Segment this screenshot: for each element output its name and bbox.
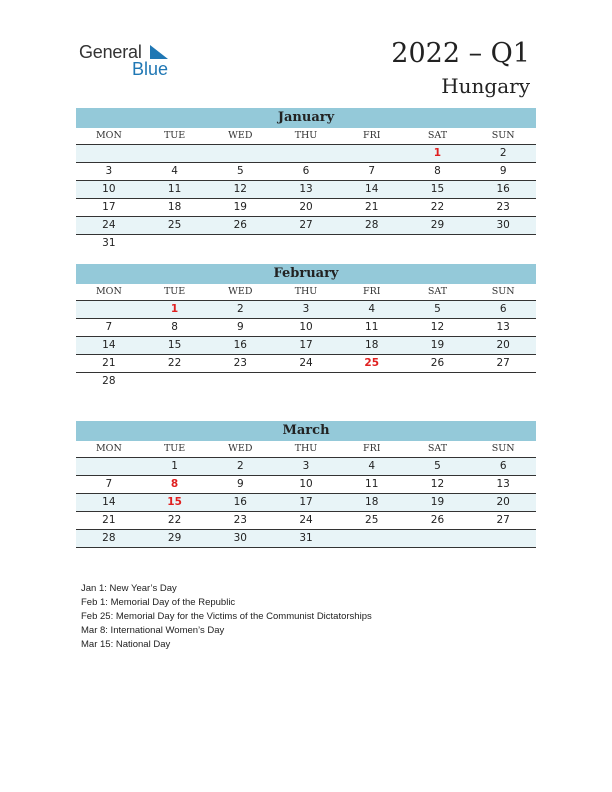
day-cell: 12 <box>430 321 445 333</box>
day-cell: 30 <box>233 532 247 544</box>
holiday-note: Mar 8: International Women’s Day <box>81 625 225 636</box>
day-cell <box>142 235 208 252</box>
day-cell: 2 <box>499 147 507 159</box>
week-row <box>76 373 536 390</box>
day-cell: 31 <box>102 237 116 249</box>
day-cell: 8 <box>434 165 441 177</box>
day-cell: 9 <box>236 478 244 490</box>
day-cell: 22 <box>430 201 445 213</box>
day-cell: 4 <box>368 303 376 315</box>
day-cell: 11 <box>365 478 379 490</box>
day-cell: 9 <box>236 321 244 333</box>
day-cell: 23 <box>496 201 510 213</box>
month-header: February <box>76 264 536 284</box>
day-cell <box>405 530 471 547</box>
day-cell: 11 <box>167 183 182 195</box>
weekday-label: SAT <box>427 443 448 454</box>
weekday-label: MON <box>95 130 122 141</box>
country-name: Hungary <box>441 74 530 98</box>
week-row <box>76 458 536 476</box>
day-cell: 19 <box>233 201 247 213</box>
day-cell: 26 <box>430 514 445 526</box>
day-cell: 5 <box>236 165 244 177</box>
day-cell: 14 <box>102 496 116 508</box>
week-row <box>76 512 536 530</box>
weekday-label: MON <box>95 286 122 297</box>
day-cell: 18 <box>365 339 379 351</box>
weekday-label: FRI <box>362 286 381 297</box>
weekday-label: SUN <box>491 286 515 297</box>
weekday-label: THU <box>294 130 318 141</box>
week-row <box>76 530 536 548</box>
week-row <box>76 163 536 181</box>
week-row <box>76 145 536 163</box>
day-cell <box>207 373 273 390</box>
day-cell: 17 <box>299 496 313 508</box>
day-cell: 17 <box>102 201 116 213</box>
day-cell: 16 <box>233 496 247 508</box>
weekday-header-row <box>76 284 536 301</box>
weekday-header-row <box>76 441 536 458</box>
weekday-header-row <box>76 128 536 145</box>
holiday-note: Feb 1: Memorial Day of the Republic <box>81 597 236 608</box>
week-row <box>76 494 536 512</box>
day-cell: 17 <box>299 339 313 351</box>
week-row <box>76 217 536 235</box>
logo-text-blue: Blue <box>132 59 169 79</box>
day-cell: 27 <box>496 514 510 526</box>
day-cell: 27 <box>496 357 510 369</box>
day-cell: 4 <box>368 460 376 472</box>
day-cell: 28 <box>102 532 116 544</box>
day-cell: 10 <box>299 478 313 490</box>
day-cell: 16 <box>233 339 247 351</box>
day-cell: 26 <box>233 219 247 231</box>
day-cell: 1 <box>170 303 179 315</box>
day-cell: 29 <box>167 532 182 544</box>
day-cell <box>76 301 142 318</box>
day-cell <box>405 235 471 252</box>
day-cell: 19 <box>430 496 445 508</box>
day-cell: 7 <box>105 321 113 333</box>
logo-text-general: General <box>79 42 142 62</box>
day-cell: 5 <box>434 303 441 315</box>
day-cell: 25 <box>365 514 379 526</box>
day-cell: 30 <box>496 219 510 231</box>
week-row <box>76 199 536 217</box>
weekday-label: MON <box>95 443 122 454</box>
day-cell <box>142 145 208 162</box>
day-cell: 2 <box>236 460 244 472</box>
weekday-label: SUN <box>491 130 515 141</box>
holiday-notes <box>81 582 381 652</box>
day-cell: 31 <box>299 532 313 544</box>
day-cell: 20 <box>299 201 313 213</box>
day-cell: 28 <box>102 375 116 387</box>
day-cell: 13 <box>496 321 510 333</box>
month-header: March <box>76 421 536 441</box>
day-cell: 16 <box>496 183 510 195</box>
day-cell: 18 <box>365 496 379 508</box>
logo-triangle-icon <box>150 45 168 59</box>
day-cell: 13 <box>496 478 510 490</box>
month-march <box>76 421 536 548</box>
day-cell: 15 <box>167 339 182 351</box>
week-row <box>76 476 536 494</box>
day-cell: 3 <box>302 460 310 472</box>
day-cell: 22 <box>167 514 182 526</box>
weekday-label: SAT <box>427 286 448 297</box>
day-cell: 22 <box>167 357 182 369</box>
day-cell <box>207 235 273 252</box>
day-cell: 23 <box>233 514 247 526</box>
week-row <box>76 319 536 337</box>
day-cell: 8 <box>170 478 179 490</box>
day-cell: 29 <box>430 219 445 231</box>
day-cell <box>339 373 405 390</box>
day-cell: 24 <box>102 219 116 231</box>
weekday-label: THU <box>294 443 318 454</box>
day-cell <box>470 235 536 252</box>
holiday-note: Feb 25: Memorial Day for the Victims of the Communist Dictatorships <box>81 611 372 622</box>
day-cell <box>339 235 405 252</box>
week-row <box>76 181 536 199</box>
day-cell <box>207 145 273 162</box>
weekday-label: FRI <box>362 130 381 141</box>
month-february <box>76 264 536 390</box>
day-cell: 15 <box>167 496 182 508</box>
day-cell <box>76 145 142 162</box>
day-cell <box>273 373 339 390</box>
month-header: January <box>76 108 536 128</box>
day-cell <box>405 373 471 390</box>
weekday-label: WED <box>228 443 253 454</box>
logo <box>79 42 179 82</box>
day-cell: 12 <box>233 183 247 195</box>
weekday-label: TUE <box>163 286 186 297</box>
day-cell: 21 <box>102 357 116 369</box>
day-cell: 9 <box>499 165 507 177</box>
day-cell: 7 <box>368 165 376 177</box>
day-cell: 21 <box>102 514 116 526</box>
day-cell: 21 <box>365 201 379 213</box>
day-cell: 6 <box>499 303 507 315</box>
day-cell <box>76 458 142 475</box>
day-cell: 4 <box>171 165 178 177</box>
day-cell: 6 <box>302 165 310 177</box>
day-cell <box>273 235 339 252</box>
day-cell <box>273 145 339 162</box>
day-cell: 10 <box>299 321 313 333</box>
week-row <box>76 235 536 252</box>
day-cell: 10 <box>102 183 116 195</box>
day-cell: 25 <box>167 219 182 231</box>
day-cell <box>470 530 536 547</box>
day-cell: 3 <box>105 165 113 177</box>
day-cell: 2 <box>236 303 244 315</box>
week-row <box>76 301 536 319</box>
day-cell: 14 <box>365 183 379 195</box>
day-cell: 20 <box>496 339 510 351</box>
day-cell: 24 <box>299 357 313 369</box>
weekday-label: TUE <box>163 130 186 141</box>
day-cell: 27 <box>299 219 313 231</box>
day-cell: 6 <box>499 460 507 472</box>
weekday-label: THU <box>294 286 318 297</box>
day-cell: 24 <box>299 514 313 526</box>
weekday-label: WED <box>228 130 253 141</box>
day-cell: 13 <box>299 183 313 195</box>
day-cell: 20 <box>496 496 510 508</box>
day-cell: 26 <box>430 357 445 369</box>
weekday-label: SUN <box>491 443 515 454</box>
weekday-label: FRI <box>362 443 381 454</box>
day-cell: 3 <box>302 303 310 315</box>
day-cell: 28 <box>365 219 379 231</box>
day-cell: 12 <box>430 478 445 490</box>
day-cell: 14 <box>102 339 116 351</box>
day-cell: 23 <box>233 357 247 369</box>
day-cell: 11 <box>365 321 379 333</box>
day-cell <box>142 373 208 390</box>
day-cell: 15 <box>430 183 445 195</box>
week-row <box>76 355 536 373</box>
day-cell: 19 <box>430 339 445 351</box>
weekday-label: WED <box>228 286 253 297</box>
day-cell: 7 <box>105 478 113 490</box>
day-cell: 1 <box>433 147 442 159</box>
day-cell: 25 <box>364 357 380 369</box>
month-january <box>76 108 536 252</box>
holiday-note: Jan 1: New Year’s Day <box>81 583 177 594</box>
day-cell <box>339 530 405 547</box>
day-cell: 5 <box>434 460 441 472</box>
holiday-note: Mar 15: National Day <box>81 639 171 650</box>
day-cell <box>470 373 536 390</box>
weekday-label: TUE <box>163 443 186 454</box>
day-cell <box>339 145 405 162</box>
day-cell: 8 <box>171 321 178 333</box>
day-cell: 1 <box>171 460 178 472</box>
week-row <box>76 337 536 355</box>
page-title: 2022 – Q1 <box>391 38 530 69</box>
weekday-label: SAT <box>427 130 448 141</box>
day-cell: 18 <box>167 201 182 213</box>
